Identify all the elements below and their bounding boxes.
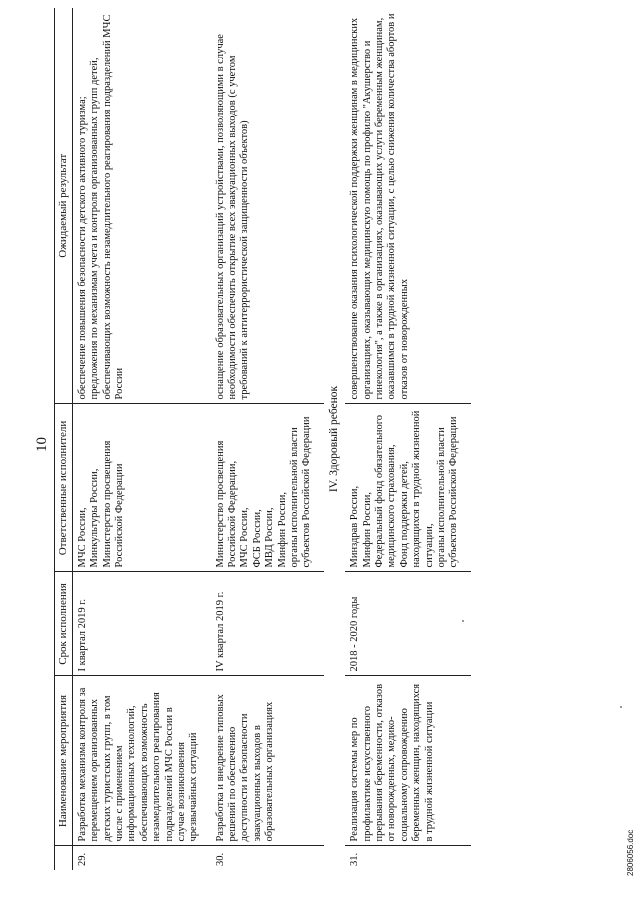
deadline: 2018 - 2020 годы [345, 572, 470, 676]
header-result: Ожидаемый результат [55, 8, 73, 404]
deadline: IV квартал 2019 г. [211, 572, 324, 676]
expected-result: оснащение образовательных организаций устройствами, позволяющими в случае необходимости обеспечить открытие всех эвакуационных выходов (с учетом требований к антитеррористической защищенности объектов) [211, 8, 324, 404]
expected-result: обеспечение повышения безопасности детского активного туризма; предложения по механизмам учета и контроля организованных групп детей, обеспечивающих возможность незамедлительного реагирования подразделений МЧС России [72, 8, 210, 404]
table-row [72, 8, 210, 870]
scan-speck [462, 620, 464, 622]
table-header-row [55, 8, 73, 870]
table-row [211, 8, 324, 870]
executors: Минздрав России, Минфин России, Федеральный фонд обязательного медицинского страхования, Фонд поддержки детей, находящихся в трудной жизненной ситуации, органы исполнительной власти субъектов Российской Федерации [345, 404, 470, 572]
header-executors: Ответственные исполнители [55, 404, 73, 572]
scan-speck [620, 706, 622, 708]
header-name: Наименование мероприятия [55, 676, 73, 846]
row-number: 29. [76, 852, 88, 866]
file-code: 2806056.doc [626, 829, 635, 876]
expected-result: совершенствование оказания психологической поддержки женщинам в медицинских организациях, оказывающих медицинскую помощь по профилю "Акушерство и гинекология", а также в организациях, оказывающих услуги беременным женщинам, оказавшимся в трудной жизненной ситуации, с целью снижения количества абортов и отказов от новорожденных [345, 8, 470, 404]
executors: МЧС России, Минкультуры России, Министерство просвещения Российской Федерации [72, 404, 210, 572]
section-title: IV. Здоровый ребенок [327, 385, 340, 493]
table-row [345, 8, 470, 870]
header-term: Срок исполнения [55, 572, 73, 676]
header-num [55, 846, 73, 870]
row-number: 31. [349, 852, 361, 866]
measure-name: Реализация системы мер по профилактике искусственного прерывания беременности, отказов от новорожденных, медико-социальному сопровождению беременных женщин, находящихся в трудной жизненной ситуации [345, 676, 470, 846]
measure-name: Разработка и внедрение типовых решений по обеспечению доступности и безопасности эвакуационных выходов в образовательных организациях [211, 676, 324, 846]
row-number: 30. [214, 852, 226, 866]
measure-name: Разработка механизма контроля за перемещением организованных детских туристских групп, в том числе с применением информационных технологий, обеспечивающих возможность незамедлительного реагирования подразделений МЧС России в случае возникновения чрезвычайных ситуаций [72, 676, 210, 846]
measures-table [54, 8, 471, 870]
executors: Министерство просвещения Российской Федерации, МЧС России, ФСБ России, МВД России, Минфин России, органы исполнительной власти субъектов Российской Федерации [211, 404, 324, 572]
page-number: 10 [34, 437, 50, 452]
deadline: I квартал 2019 г. [72, 572, 210, 676]
section-heading-row [324, 8, 346, 870]
